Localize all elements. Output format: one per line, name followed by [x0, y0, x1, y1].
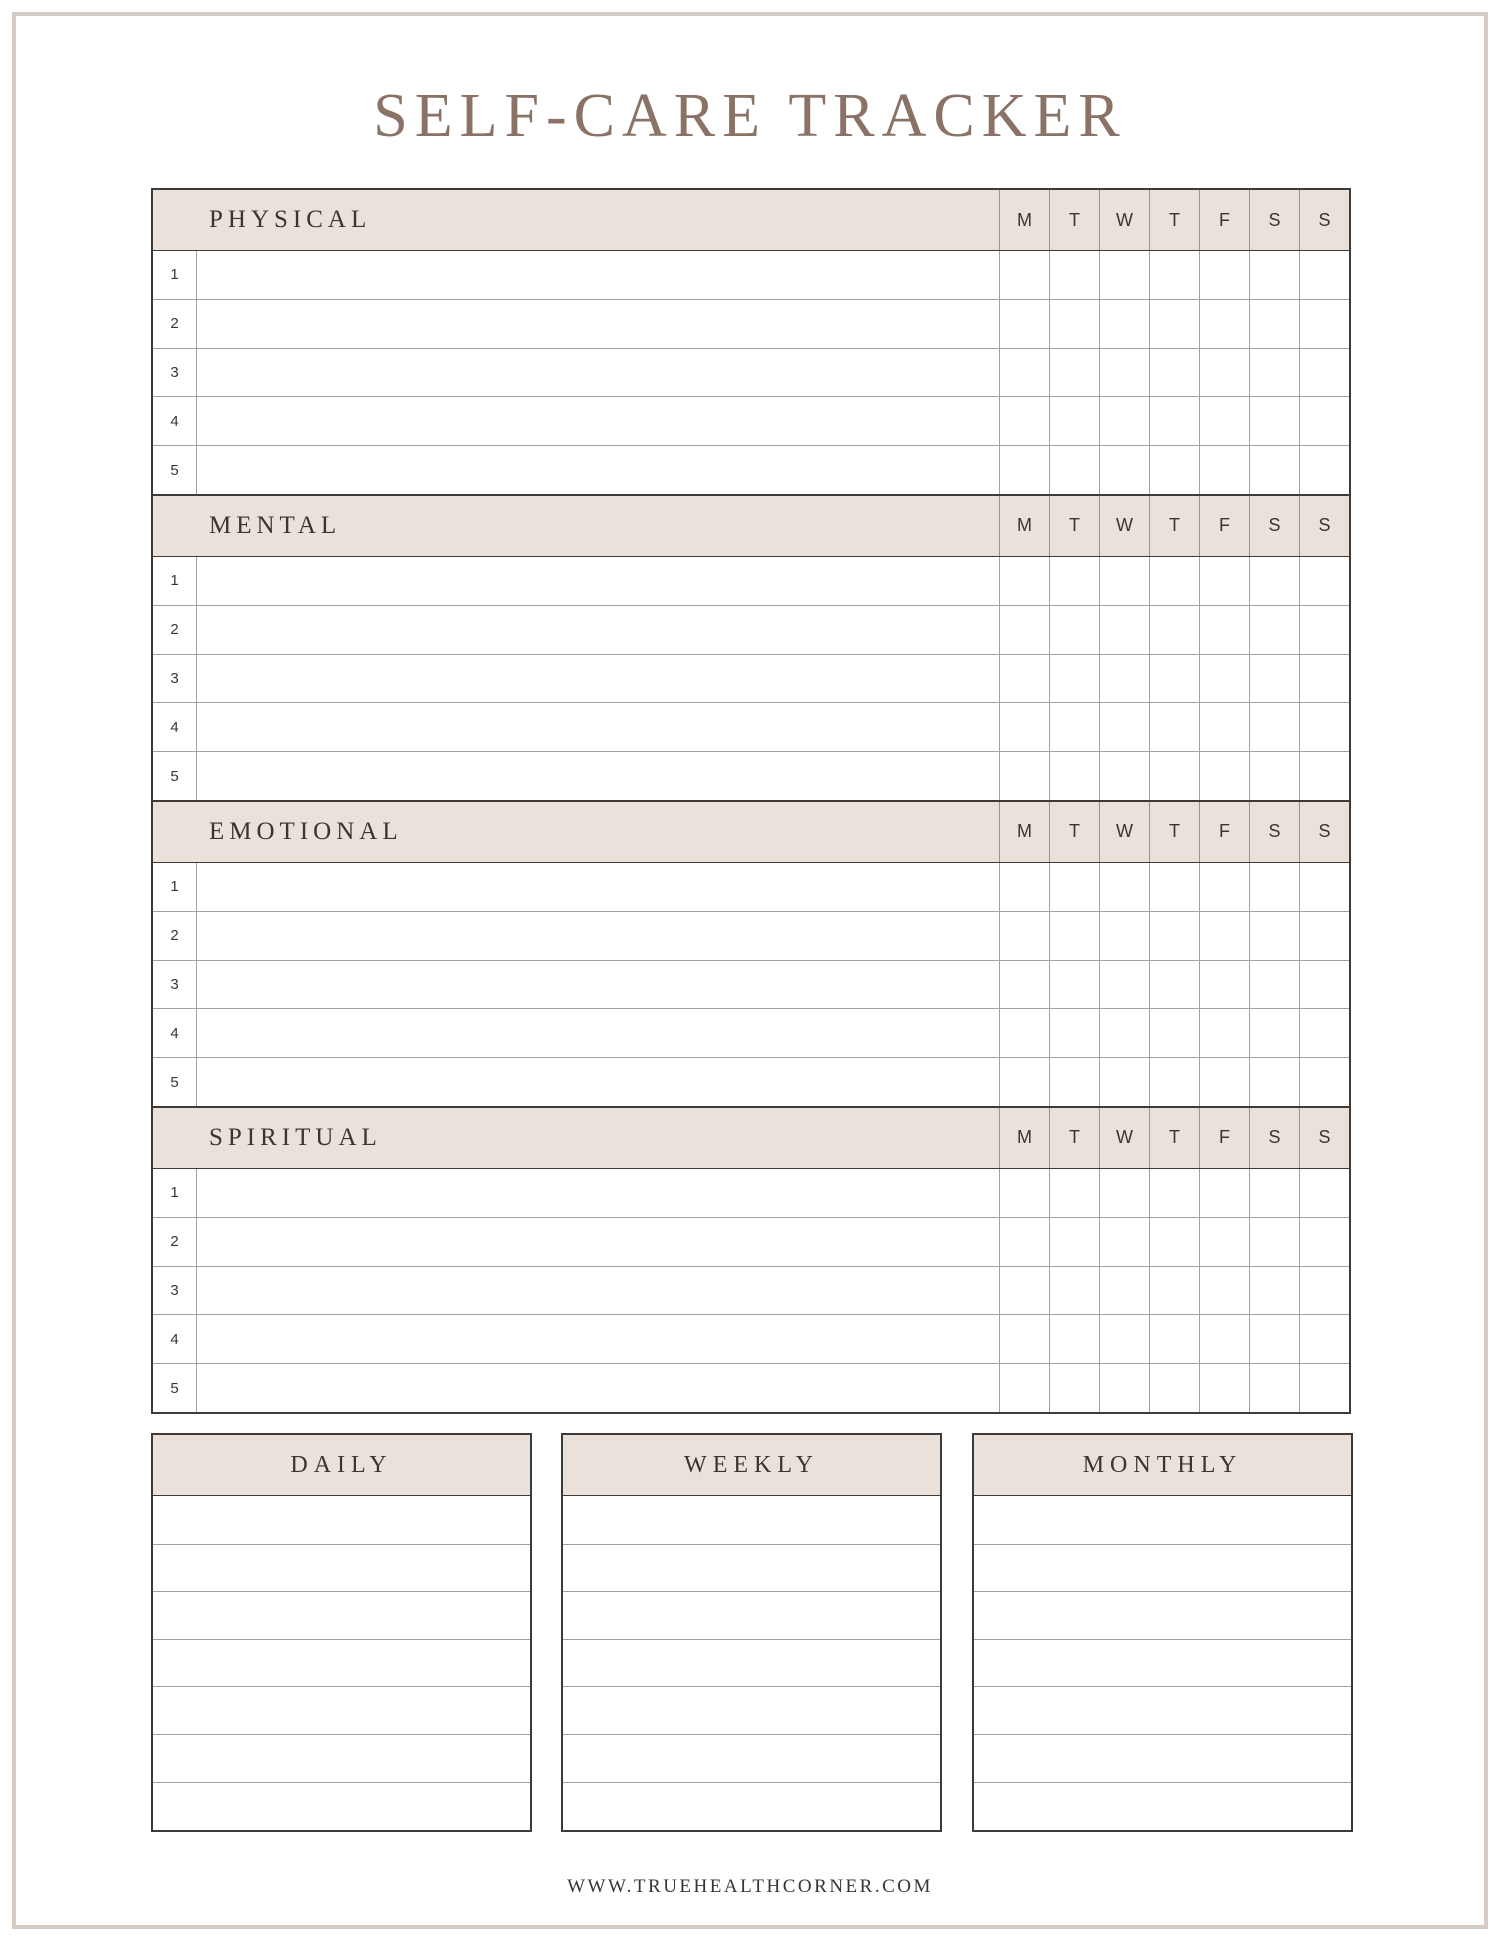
- row-number: 1: [153, 863, 197, 911]
- day-check-cell[interactable]: [1149, 446, 1199, 494]
- note-line[interactable]: [974, 1734, 1351, 1782]
- table-row: [153, 1057, 1349, 1106]
- day-header: W: [1099, 802, 1149, 862]
- day-check-cell[interactable]: [1099, 1315, 1149, 1363]
- day-header: W: [1099, 190, 1149, 250]
- day-check-cell[interactable]: [1249, 961, 1299, 1009]
- row-number: 5: [153, 752, 197, 800]
- day-check-cell[interactable]: [1249, 655, 1299, 703]
- activity-entry-field[interactable]: [197, 863, 999, 911]
- day-check-cell[interactable]: [1199, 1364, 1249, 1412]
- note-line[interactable]: [974, 1591, 1351, 1639]
- day-check-cell[interactable]: [1099, 606, 1149, 654]
- day-check-cell[interactable]: [1299, 606, 1349, 654]
- day-check-cell[interactable]: [1149, 1364, 1199, 1412]
- day-check-cell[interactable]: [1149, 752, 1199, 800]
- day-check-cell[interactable]: [1099, 446, 1149, 494]
- row-number: 5: [153, 1058, 197, 1106]
- monthly-box: [972, 1433, 1353, 1832]
- day-check-cell[interactable]: [1299, 349, 1349, 397]
- row-number: 4: [153, 1009, 197, 1057]
- day-check-cell[interactable]: [1099, 703, 1149, 751]
- day-check-cell[interactable]: [1299, 1218, 1349, 1266]
- day-header: W: [1099, 1108, 1149, 1168]
- row-number: 4: [153, 703, 197, 751]
- table-row: [153, 1363, 1349, 1412]
- section-title: MENTAL: [209, 511, 342, 539]
- day-check-cell[interactable]: [1149, 1169, 1199, 1217]
- day-check-cell[interactable]: [1099, 961, 1149, 1009]
- section-title: PHYSICAL: [209, 206, 372, 233]
- day-check-cell[interactable]: [999, 655, 1049, 703]
- day-check-cell[interactable]: [1199, 863, 1249, 911]
- daily-box: [151, 1433, 532, 1832]
- day-header: F: [1199, 1108, 1249, 1168]
- section-spiritual: [153, 1106, 1349, 1412]
- note-line[interactable]: [563, 1782, 940, 1830]
- row-number: 2: [153, 1218, 197, 1266]
- day-check-cell[interactable]: [1149, 961, 1199, 1009]
- day-check-cell[interactable]: [999, 1315, 1049, 1363]
- day-check-cell[interactable]: [1199, 606, 1249, 654]
- activity-entry-field[interactable]: [197, 961, 999, 1009]
- day-check-cell[interactable]: [1299, 557, 1349, 605]
- day-check-cell[interactable]: [1249, 1218, 1299, 1266]
- day-header: T: [1149, 496, 1199, 556]
- day-check-cell[interactable]: [1149, 1009, 1199, 1057]
- note-line[interactable]: [974, 1496, 1351, 1544]
- day-check-cell[interactable]: [1299, 703, 1349, 751]
- activity-entry-field[interactable]: [197, 251, 999, 299]
- day-check-cell[interactable]: [1149, 655, 1199, 703]
- note-line[interactable]: [563, 1544, 940, 1592]
- table-row: [153, 1008, 1349, 1057]
- day-check-cell[interactable]: [1299, 1267, 1349, 1315]
- activity-entry-field[interactable]: [197, 1218, 999, 1266]
- day-check-cell[interactable]: [1249, 703, 1299, 751]
- day-header: T: [1049, 496, 1099, 556]
- day-check-cell[interactable]: [999, 557, 1049, 605]
- activity-entry-field[interactable]: [197, 606, 999, 654]
- day-check-cell[interactable]: [1049, 300, 1099, 348]
- day-check-cell[interactable]: [1199, 1267, 1249, 1315]
- row-number: 2: [153, 300, 197, 348]
- row-number: 3: [153, 1267, 197, 1315]
- day-check-cell[interactable]: [1149, 557, 1199, 605]
- day-check-cell[interactable]: [1249, 397, 1299, 445]
- day-check-cell[interactable]: [1299, 1364, 1349, 1412]
- day-check-cell[interactable]: [999, 1364, 1049, 1412]
- day-check-cell[interactable]: [1199, 397, 1249, 445]
- tracker-table: [151, 188, 1351, 1414]
- note-line[interactable]: [563, 1591, 940, 1639]
- day-check-cell[interactable]: [1149, 1058, 1199, 1106]
- activity-entry-field[interactable]: [197, 912, 999, 960]
- day-check-cell[interactable]: [999, 1058, 1049, 1106]
- table-row: [153, 348, 1349, 397]
- footer-website: WWW.TRUEHEALTHCORNER.COM: [567, 1876, 933, 1897]
- day-check-cell[interactable]: [1199, 446, 1249, 494]
- day-check-cell[interactable]: [1099, 912, 1149, 960]
- day-check-cell[interactable]: [1299, 863, 1349, 911]
- box-title: WEEKLY: [563, 1435, 940, 1496]
- table-row: [153, 1217, 1349, 1266]
- day-check-cell[interactable]: [1099, 349, 1149, 397]
- day-check-cell[interactable]: [1299, 446, 1349, 494]
- day-check-cell[interactable]: [1049, 1364, 1099, 1412]
- day-check-cell[interactable]: [1049, 655, 1099, 703]
- day-check-cell[interactable]: [1099, 1009, 1149, 1057]
- table-row: [153, 1266, 1349, 1315]
- day-check-cell[interactable]: [1199, 655, 1249, 703]
- day-check-cell[interactable]: [1049, 961, 1099, 1009]
- table-row: [153, 702, 1349, 751]
- day-header: S: [1249, 1108, 1299, 1168]
- day-check-cell[interactable]: [1099, 251, 1149, 299]
- table-row: [153, 299, 1349, 348]
- day-check-cell[interactable]: [1099, 1364, 1149, 1412]
- day-header: S: [1249, 496, 1299, 556]
- day-check-cell[interactable]: [1249, 1364, 1299, 1412]
- day-check-cell[interactable]: [999, 1218, 1049, 1266]
- row-number: 3: [153, 961, 197, 1009]
- row-number: 1: [153, 1169, 197, 1217]
- day-check-cell[interactable]: [1049, 1169, 1099, 1217]
- day-check-cell[interactable]: [1249, 300, 1299, 348]
- day-header: S: [1249, 190, 1299, 250]
- day-check-cell[interactable]: [1299, 655, 1349, 703]
- day-check-cell[interactable]: [999, 961, 1049, 1009]
- row-number: 3: [153, 349, 197, 397]
- day-header: M: [999, 190, 1049, 250]
- activity-entry-field[interactable]: [197, 446, 999, 494]
- section-header: [153, 1108, 1349, 1169]
- day-check-cell[interactable]: [1199, 752, 1249, 800]
- day-check-cell[interactable]: [1199, 557, 1249, 605]
- day-check-cell[interactable]: [1249, 446, 1299, 494]
- day-check-cell[interactable]: [1099, 752, 1149, 800]
- day-check-cell[interactable]: [1049, 606, 1099, 654]
- note-line[interactable]: [974, 1544, 1351, 1592]
- activity-entry-field[interactable]: [197, 703, 999, 751]
- day-check-cell[interactable]: [1199, 1009, 1249, 1057]
- day-check-cell[interactable]: [1299, 397, 1349, 445]
- note-line[interactable]: [974, 1686, 1351, 1734]
- day-check-cell[interactable]: [1249, 606, 1299, 654]
- day-check-cell[interactable]: [1149, 251, 1199, 299]
- day-check-cell[interactable]: [999, 703, 1049, 751]
- day-check-cell[interactable]: [1149, 1315, 1199, 1363]
- day-check-cell[interactable]: [1299, 961, 1349, 1009]
- note-line[interactable]: [153, 1782, 530, 1830]
- day-check-cell[interactable]: [1099, 1267, 1149, 1315]
- day-check-cell[interactable]: [1049, 446, 1099, 494]
- day-check-cell[interactable]: [1249, 349, 1299, 397]
- day-check-cell[interactable]: [999, 863, 1049, 911]
- day-check-cell[interactable]: [999, 349, 1049, 397]
- day-header: F: [1199, 190, 1249, 250]
- day-check-cell[interactable]: [1049, 251, 1099, 299]
- day-check-cell[interactable]: [1099, 863, 1149, 911]
- day-check-cell[interactable]: [1099, 655, 1149, 703]
- row-number: 5: [153, 446, 197, 494]
- day-check-cell[interactable]: [1299, 1009, 1349, 1057]
- table-row: [153, 654, 1349, 703]
- table-row: [153, 557, 1349, 605]
- box-title: DAILY: [153, 1435, 530, 1496]
- day-header: S: [1299, 190, 1349, 250]
- row-number: 1: [153, 251, 197, 299]
- day-check-cell[interactable]: [1299, 1058, 1349, 1106]
- day-check-cell[interactable]: [1199, 961, 1249, 1009]
- day-check-cell[interactable]: [1249, 1169, 1299, 1217]
- table-row: [153, 605, 1349, 654]
- activity-entry-field[interactable]: [197, 1267, 999, 1315]
- section-header: [153, 802, 1349, 863]
- day-check-cell[interactable]: [1249, 863, 1299, 911]
- day-check-cell[interactable]: [999, 606, 1049, 654]
- day-check-cell[interactable]: [1249, 1315, 1299, 1363]
- day-check-cell[interactable]: [1199, 1058, 1249, 1106]
- day-header: M: [999, 1108, 1049, 1168]
- day-check-cell[interactable]: [1149, 863, 1199, 911]
- day-check-cell[interactable]: [1199, 251, 1249, 299]
- note-line[interactable]: [563, 1734, 940, 1782]
- day-check-cell[interactable]: [1299, 1169, 1349, 1217]
- day-header: S: [1299, 802, 1349, 862]
- day-check-cell[interactable]: [1199, 300, 1249, 348]
- note-line[interactable]: [153, 1686, 530, 1734]
- day-check-cell[interactable]: [1299, 912, 1349, 960]
- day-header: T: [1049, 1108, 1099, 1168]
- day-check-cell[interactable]: [1299, 1315, 1349, 1363]
- day-check-cell[interactable]: [1299, 300, 1349, 348]
- day-check-cell[interactable]: [1099, 397, 1149, 445]
- day-check-cell[interactable]: [1249, 1009, 1299, 1057]
- day-check-cell[interactable]: [1049, 863, 1099, 911]
- section-header: [153, 496, 1349, 557]
- day-check-cell[interactable]: [1049, 1267, 1099, 1315]
- activity-entry-field[interactable]: [197, 1364, 999, 1412]
- day-header: T: [1049, 802, 1099, 862]
- day-check-cell[interactable]: [999, 912, 1049, 960]
- row-number: 4: [153, 1315, 197, 1363]
- page-title: SELF-CARE TRACKER: [373, 82, 1127, 150]
- section-title: EMOTIONAL: [209, 817, 403, 845]
- day-check-cell[interactable]: [1199, 1218, 1249, 1266]
- day-check-cell[interactable]: [1099, 1169, 1149, 1217]
- day-check-cell[interactable]: [1249, 912, 1299, 960]
- box-title: MONTHLY: [974, 1435, 1351, 1496]
- weekly-box: [561, 1433, 942, 1832]
- note-line[interactable]: [153, 1591, 530, 1639]
- note-line[interactable]: [974, 1782, 1351, 1830]
- section-physical: [153, 190, 1349, 494]
- day-header: S: [1299, 496, 1349, 556]
- day-check-cell[interactable]: [1199, 349, 1249, 397]
- section-header: [153, 190, 1349, 251]
- day-check-cell[interactable]: [1049, 397, 1099, 445]
- day-check-cell[interactable]: [1299, 251, 1349, 299]
- day-check-cell[interactable]: [999, 397, 1049, 445]
- table-row: [153, 445, 1349, 494]
- day-header: S: [1299, 1108, 1349, 1168]
- note-line[interactable]: [153, 1639, 530, 1687]
- day-check-cell[interactable]: [999, 752, 1049, 800]
- day-header: T: [1149, 802, 1199, 862]
- day-check-cell[interactable]: [1049, 1218, 1099, 1266]
- day-check-cell[interactable]: [999, 1009, 1049, 1057]
- day-check-cell[interactable]: [1149, 397, 1199, 445]
- day-check-cell[interactable]: [1099, 1058, 1149, 1106]
- day-check-cell[interactable]: [1249, 557, 1299, 605]
- row-number: 2: [153, 912, 197, 960]
- day-check-cell[interactable]: [999, 446, 1049, 494]
- day-check-cell[interactable]: [999, 300, 1049, 348]
- note-line[interactable]: [974, 1639, 1351, 1687]
- day-check-cell[interactable]: [1199, 1315, 1249, 1363]
- day-header: M: [999, 802, 1049, 862]
- day-header: F: [1199, 496, 1249, 556]
- day-check-cell[interactable]: [1049, 912, 1099, 960]
- note-line[interactable]: [153, 1734, 530, 1782]
- section-emotional: [153, 800, 1349, 1106]
- day-check-cell[interactable]: [999, 251, 1049, 299]
- day-header: S: [1249, 802, 1299, 862]
- day-header: T: [1149, 190, 1199, 250]
- day-check-cell[interactable]: [1199, 703, 1249, 751]
- day-header: W: [1099, 496, 1149, 556]
- day-check-cell[interactable]: [1049, 703, 1099, 751]
- day-check-cell[interactable]: [1099, 1218, 1149, 1266]
- day-check-cell[interactable]: [1049, 1315, 1099, 1363]
- day-check-cell[interactable]: [1149, 703, 1199, 751]
- day-check-cell[interactable]: [1049, 752, 1099, 800]
- table-row: [153, 396, 1349, 445]
- activity-entry-field[interactable]: [197, 557, 999, 605]
- day-check-cell[interactable]: [999, 1267, 1049, 1315]
- note-line[interactable]: [153, 1496, 530, 1544]
- note-line[interactable]: [563, 1686, 940, 1734]
- table-row: [153, 1314, 1349, 1363]
- day-check-cell[interactable]: [1249, 1267, 1299, 1315]
- section-title: SPIRITUAL: [209, 1123, 382, 1151]
- day-check-cell[interactable]: [1099, 557, 1149, 605]
- row-number: 2: [153, 606, 197, 654]
- day-check-cell[interactable]: [999, 1169, 1049, 1217]
- day-check-cell[interactable]: [1049, 557, 1099, 605]
- day-check-cell[interactable]: [1149, 349, 1199, 397]
- note-line[interactable]: [153, 1544, 530, 1592]
- day-header: T: [1149, 1108, 1199, 1168]
- day-check-cell[interactable]: [1199, 1169, 1249, 1217]
- activity-entry-field[interactable]: [197, 349, 999, 397]
- day-check-cell[interactable]: [1049, 1058, 1099, 1106]
- table-row: [153, 863, 1349, 911]
- day-check-cell[interactable]: [1149, 606, 1199, 654]
- day-check-cell[interactable]: [1149, 1267, 1199, 1315]
- day-check-cell[interactable]: [1249, 752, 1299, 800]
- day-check-cell[interactable]: [1149, 300, 1199, 348]
- day-check-cell[interactable]: [1049, 1009, 1099, 1057]
- section-mental: [153, 494, 1349, 800]
- day-check-cell[interactable]: [1199, 912, 1249, 960]
- row-number: 1: [153, 557, 197, 605]
- row-number: 4: [153, 397, 197, 445]
- day-header: F: [1199, 802, 1249, 862]
- day-check-cell[interactable]: [1149, 1218, 1199, 1266]
- row-number: 5: [153, 1364, 197, 1412]
- table-row: [153, 960, 1349, 1009]
- activity-entry-field[interactable]: [197, 1315, 999, 1363]
- activity-entry-field[interactable]: [197, 752, 999, 800]
- table-row: [153, 911, 1349, 960]
- day-check-cell[interactable]: [1249, 1058, 1299, 1106]
- day-header: T: [1049, 190, 1099, 250]
- table-row: [153, 751, 1349, 800]
- day-check-cell[interactable]: [1149, 912, 1199, 960]
- day-header: M: [999, 496, 1049, 556]
- day-check-cell[interactable]: [1049, 349, 1099, 397]
- activity-entry-field[interactable]: [197, 1009, 999, 1057]
- table-row: [153, 1169, 1349, 1217]
- activity-entry-field[interactable]: [197, 655, 999, 703]
- activity-entry-field[interactable]: [197, 397, 999, 445]
- note-line[interactable]: [563, 1639, 940, 1687]
- activity-entry-field[interactable]: [197, 1169, 999, 1217]
- day-check-cell[interactable]: [1299, 752, 1349, 800]
- day-check-cell[interactable]: [1249, 251, 1299, 299]
- note-line[interactable]: [563, 1496, 940, 1544]
- day-check-cell[interactable]: [1099, 300, 1149, 348]
- activity-entry-field[interactable]: [197, 1058, 999, 1106]
- table-row: [153, 251, 1349, 299]
- activity-entry-field[interactable]: [197, 300, 999, 348]
- row-number: 3: [153, 655, 197, 703]
